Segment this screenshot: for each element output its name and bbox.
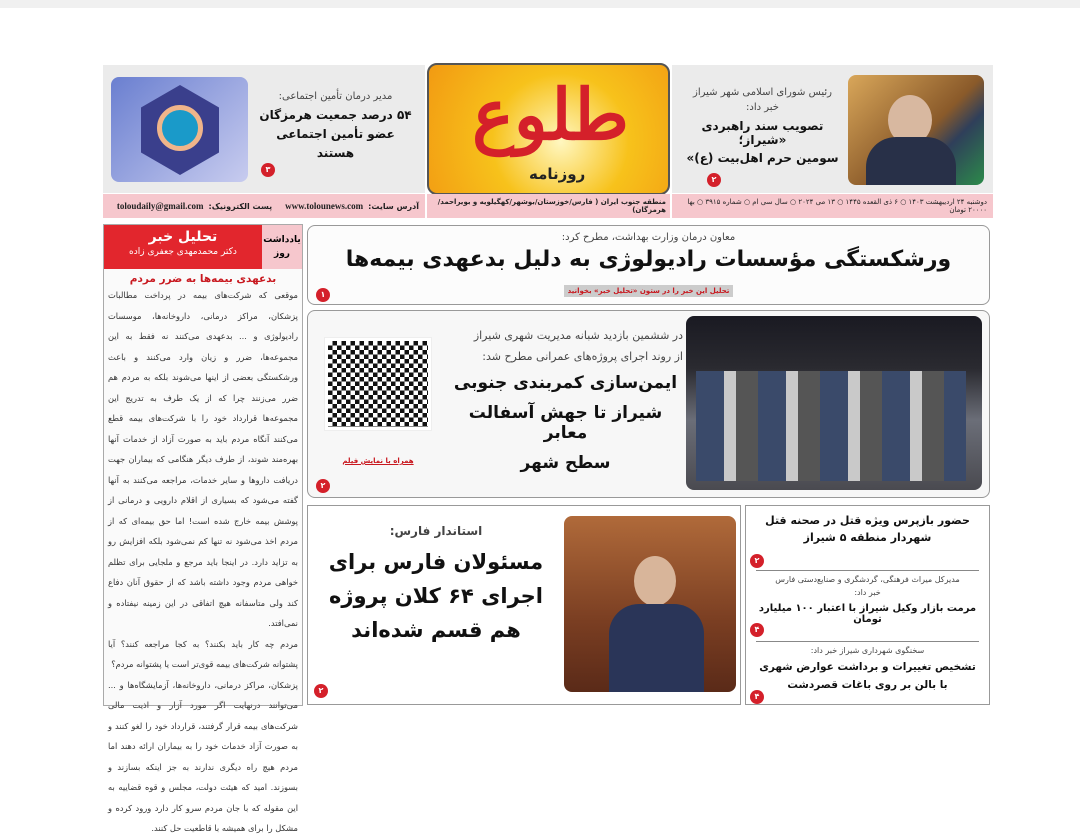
kicker: در ششمین بازدید شبانه مدیریت شهری شیراز xyxy=(473,329,683,342)
kicker: مدیر درمان تأمین اجتماعی: xyxy=(278,91,393,102)
kicker: خبر داد: xyxy=(854,588,881,597)
qr-caption[interactable]: همراه با نمایش فیلم xyxy=(342,457,414,465)
story-shiraz-belt[interactable] xyxy=(307,310,990,498)
header-right-teaser[interactable] xyxy=(672,65,993,193)
headline: سومین حرم اهل‌بیت (ع)» xyxy=(686,151,839,165)
masthead-logo xyxy=(427,63,670,195)
editorial-column xyxy=(103,224,303,833)
logo-subtitle: روزنامه xyxy=(529,165,586,183)
page-number-badge: ۱ xyxy=(316,288,330,302)
editorial-headline: بدعهدی بیمه‌ها به ضرر مردم xyxy=(129,273,277,285)
lead-story[interactable] xyxy=(307,225,990,305)
page-number-badge: ۳ xyxy=(261,163,275,177)
divider xyxy=(756,641,979,642)
header-left-teaser[interactable] xyxy=(103,65,425,193)
brief-item[interactable] xyxy=(746,514,989,566)
divider xyxy=(756,570,979,571)
site-label: آدرس سایت: xyxy=(368,201,419,211)
kicker: مدیرکل میراث فرهنگی، گردشگری و صنایع‌دستی فارس xyxy=(775,575,960,584)
column-author: دکتر محمدمهدی جعفری زاده xyxy=(129,247,237,257)
headline: ۵۴ درصد جمعیت هرمزگان xyxy=(259,108,412,122)
story-fars-governor[interactable] xyxy=(307,505,741,705)
issue-info-strip xyxy=(672,194,993,218)
top-bar xyxy=(0,0,1080,8)
headline: هستند xyxy=(316,146,355,160)
editorial-body: موقعی که شرکت‌های بیمه در پرداخت مطالبات پزشکان، مراکز درمانی، داروخانه‌ها، موسسات رادیولوژی و ... بدعهدی می‌کنند نه فقط به این مجموعه‌ها، ضرر و زیان وارد می‌کنند و باعث ورشکستگی بعضی از اینها می‌شوند بلکه به مردم هم ضرر می‌زنند چرا که از یک طرف به تدریج این مجموعه‌ها قرارداد خود را با شرکت‌های بیمه قطع می‌کنند آنگاه مردم باید به صورت آزاد از خدمات آنها بهره‌مند شوند، از طرف دیگر هنگامی که بیماران جهت دریافت داروها و سایر خدمات، مراجعه می‌کنند به آنها گفته می‌شود که بسیاری از اقلام دارویی و درمانی از پوشش بیمه خارج شده است! اما حق بیمه‌ای که از مردم اخذ می‌شود نه تنها کم نمی‌شود بلکه افزایش رو به تزاید دارد. در اینجا باید مرجع و ملجایی برای تظلم خواهی مردم وجود داشته باشد که از حقوق آنان دفاع کند ولی متاسفانه هیچ اتفاقی در این زمینه نیفتاده و نمی‌افتد. xyxy=(108,290,298,628)
headline: اجرای ۶۴ کلان پروژه xyxy=(329,584,543,608)
officials-visit-photo xyxy=(686,316,982,490)
column-title: تحلیل خبر xyxy=(148,229,218,245)
headline: شیراز تا جهش آسفالت معابر xyxy=(468,403,663,443)
kicker: رئیس شورای اسلامی شهر شیراز xyxy=(693,87,832,98)
email-link[interactable]: toloudaily@gmail.com xyxy=(116,201,204,211)
kicker: از روند اجرای پروژه‌های عمرانی مطرح شد: xyxy=(482,350,683,363)
brief-item[interactable] xyxy=(746,575,989,637)
region-strip xyxy=(427,194,670,218)
contact-strip xyxy=(103,194,425,218)
headline: سطح شهر xyxy=(520,453,611,473)
editorial-body: پزشکان، مراکز درمانی، داروخانه‌ها، آزمایشگاه‌ها و ... می‌توانند درنهایت اگر مورد آزار و اذیت مالی شرکت‌های بیمه قرار گرفتند، قرارداد خود را لغو کنند و به صورت آزاد خدمات خود را به بیماران ارائه دهند اما مردم هیچ راه دیگری ندارند به جز اینکه بسازند و بسوزند. امید که هیئت دولت، مجلس و قوه قضاییه به این مقوله که با جان مردم سرو کار دارد ورود کرده و مشکل را برای همیشه با قاطعیت حل کنند. xyxy=(108,679,298,833)
page-number-badge: ۲ xyxy=(707,173,721,187)
email-label: پست الکترونیک: xyxy=(208,201,273,211)
headline: مسئولان فارس برای xyxy=(328,550,544,574)
kicker: معاون درمان وزارت بهداشت، مطرح کرد: xyxy=(561,232,736,243)
headline: هم قسم شده‌اند xyxy=(351,618,521,642)
qr-code[interactable] xyxy=(325,338,431,430)
page-number-badge: ۴ xyxy=(750,690,764,704)
issue-info: دوشنبه ۲۴ اردیبهشت ۱۴۰۳ ○ ۶ ذی القعده ۱۴۴۵ ○ ۱۳ می ۲۰۲۴ ○ سال سی ام ○ شماره ۳۹۱۵ ○ بها ۲۰۰۰۰ تومان xyxy=(687,198,987,214)
headline: تشخیص تغییرات و برداشت عوارض شهری xyxy=(759,661,976,673)
headline: حضور بازپرس ویژه قتل در صحنه قتل xyxy=(765,514,970,527)
page-number-badge: ۲ xyxy=(316,479,330,493)
page-number-badge: ۴ xyxy=(750,623,764,637)
brief-item[interactable] xyxy=(746,646,989,706)
headline: مرمت بازار وکیل شیراز با اعتبار ۱۰۰ میلیارد تومان xyxy=(758,603,977,625)
headline: عضو تأمین اجتماعی xyxy=(276,127,395,141)
tag-text: یادداشت xyxy=(263,235,301,245)
council-head-photo xyxy=(848,75,984,185)
page-number-badge: ۲ xyxy=(750,554,764,568)
editorial-tag xyxy=(262,225,302,269)
headline: تصویب سند راهبردی «شیراز؛ xyxy=(701,119,824,147)
logo-wordmark: طلوع xyxy=(472,73,629,156)
site-link[interactable]: www.tolounews.com xyxy=(285,201,364,211)
page-number-badge: ۲ xyxy=(314,684,328,698)
headline: شهردار منطقه ۵ شیراز xyxy=(803,531,932,544)
kicker: سخنگوی شهرداری شیراز خبر داد: xyxy=(810,646,925,655)
lead-headline: ورشکستگی مؤسسات رادیولوژی به دلیل بدعهدی بیمه‌ها xyxy=(345,247,952,272)
region-text: منطقه جنوب ایران ( فارس/خوزستان/بوشهر/کهگیلویه و بویراحمد/هرمزگان) xyxy=(437,198,666,214)
governor-photo xyxy=(564,516,736,692)
tag-text: روز xyxy=(274,249,290,259)
social-security-logo xyxy=(111,77,248,182)
editorial-body: مردم چه کار باید بکنند؟ به کجا مراجعه کنند؟ آیا پشتوانه شرکت‌های بیمه قوی‌تر است یا پشتوانه مردم؟ xyxy=(108,638,298,669)
headline: ایمن‌سازی کمربندی جنوبی xyxy=(453,373,678,393)
lead-note[interactable]: تحلیل این خبر را در ستون «تحلیل خبر» بخوانید xyxy=(564,285,734,297)
briefs-box xyxy=(745,505,990,705)
kicker: خبر داد: xyxy=(746,102,779,113)
headline: با بالن بر روی باغات قصردشت xyxy=(787,679,948,691)
kicker: استاندار فارس: xyxy=(389,524,483,538)
